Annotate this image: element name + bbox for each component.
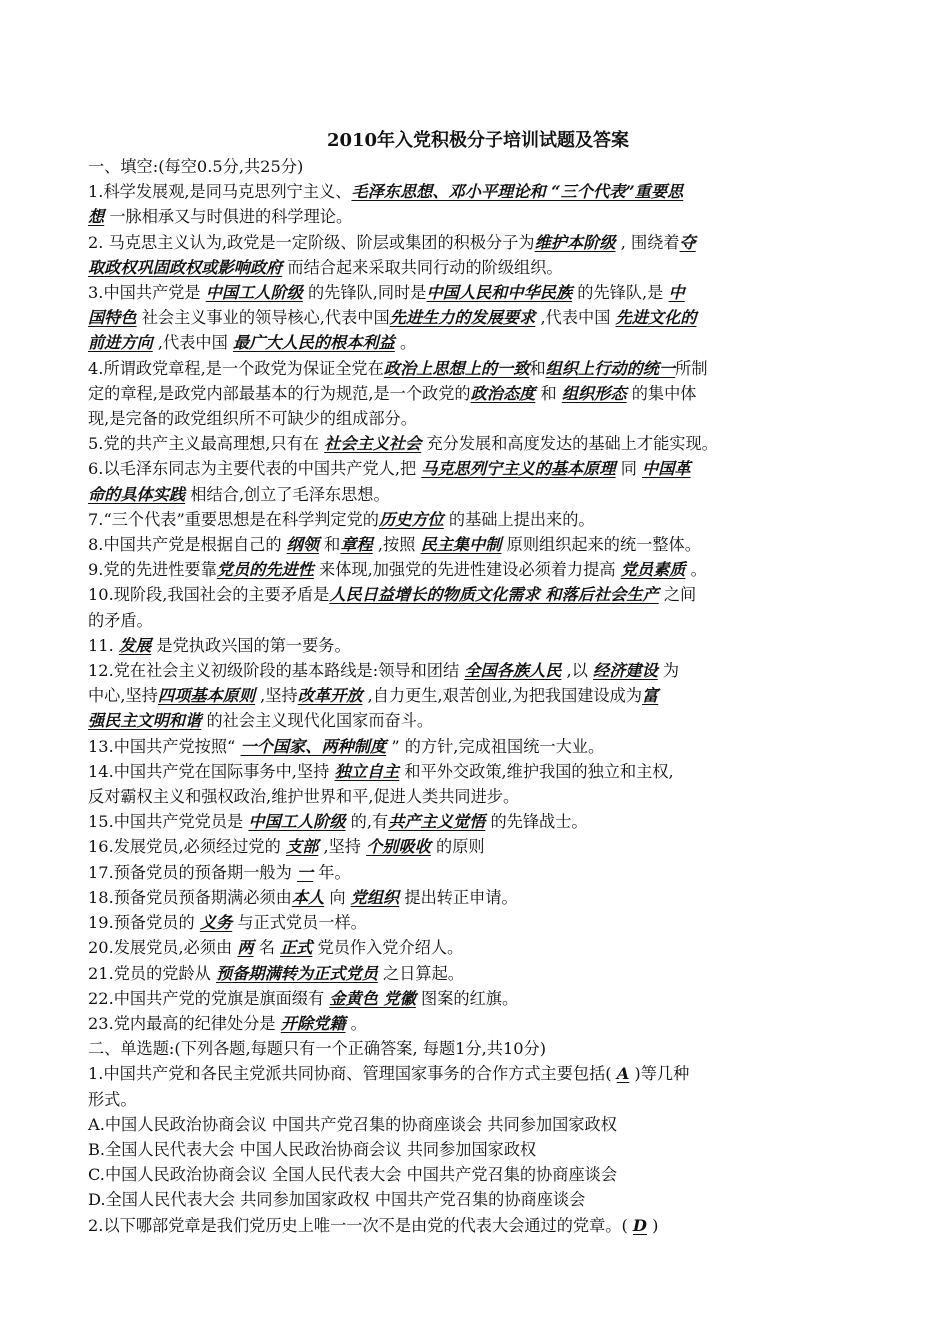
question-text: 提出转正申请。 [399, 887, 518, 907]
answer-text: 马克思列宁主义的基本原理 [421, 459, 616, 479]
answer-text: 夺 [679, 232, 696, 252]
text-line [88, 280, 868, 305]
question-text: 为 [657, 661, 680, 681]
answer-text: 中国人民和中华民族 [426, 283, 573, 303]
question-text: 党员作入党介绍人。 [312, 938, 464, 958]
text-line [88, 809, 868, 834]
question-text: , 围绕着 [615, 232, 680, 252]
question-text: 所制 [675, 358, 708, 378]
question-text: 和平外交政策,维护我国的独立和主权, [399, 761, 674, 781]
question-text: 图案的红旗。 [415, 988, 519, 1008]
question-text: 现,是完备的政党组织所不可缺少的组成部分。 [88, 409, 417, 429]
answer-text: 中国工人阶级 [205, 283, 303, 303]
question-text: 22.中国共产党的党旗是旗面缀有 [88, 988, 330, 1008]
text-line [88, 683, 868, 708]
question-text: 5.党的共产主义最高理想,只有在 [88, 434, 325, 454]
text-line [88, 1011, 868, 1036]
question-text: ,代表中国 [535, 308, 616, 328]
question-text: 的基础上提出来的。 [443, 509, 595, 529]
question-text: ) [646, 1215, 659, 1235]
text-line [88, 1087, 868, 1112]
question-text: 二、单选题:(下列各题,每题只有一个正确答案, 每题1分,共10分) [88, 1039, 547, 1059]
answer-text: 中国工人阶级 [248, 812, 346, 832]
question-text: 之日算起。 [377, 963, 464, 983]
text-line [88, 1137, 868, 1162]
text-line [88, 456, 868, 481]
text-line [88, 507, 868, 532]
answer-text: 经济建设 [593, 661, 658, 681]
answer-text: A [616, 1064, 630, 1084]
answer-text: 人民日益增长的物质文化需求 和落后社会生产 [329, 585, 659, 605]
text-line [88, 1112, 868, 1137]
text-line [88, 154, 868, 179]
answer-text: 强民主文明和谐 [88, 711, 202, 731]
text-line [88, 860, 868, 885]
question-text: ” 的方针,完成祖国统一大业。 [386, 736, 605, 756]
question-text: 年。 [313, 862, 351, 882]
text-line [88, 885, 868, 910]
question-text: 3.中国共产党是 [88, 283, 206, 303]
answer-text: 一个国家、两种制度 [240, 736, 387, 756]
text-line [88, 532, 868, 557]
answer-text: 历史方位 [379, 509, 444, 529]
text-line [88, 557, 868, 582]
answer-text: 民主集中制 [420, 535, 502, 555]
question-text: 10.现阶段,我国社会的主要矛盾是 [88, 585, 330, 605]
question-text: 之间 [658, 585, 697, 605]
answer-text: 党员的先进性 [216, 560, 314, 580]
question-text: ,坚持 [318, 837, 367, 857]
question-text: 的先锋战士。 [485, 812, 588, 832]
answer-text: 富 [642, 686, 659, 706]
answer-text: 义务 [199, 913, 233, 933]
text-line [88, 935, 868, 960]
text-line [88, 179, 868, 204]
answer-text: 两 [237, 938, 254, 958]
question-text: 21.党员的党龄从 [88, 963, 217, 983]
question-text: 一脉相承又与时俱进的科学理论。 [104, 207, 353, 227]
answer-text: 组织上行动的统一 [545, 358, 676, 378]
answer-text: 先进文化的 [615, 308, 697, 328]
answer-text: 改革开放 [297, 686, 363, 706]
question-text: B.全国人民代表大会 中国人民政治协商会议 共同参加国家政权 [88, 1139, 537, 1159]
question-text: 的社会主义现代化国家而奋斗。 [201, 711, 434, 731]
answer-text: 取政权巩固政权或影响政府 [88, 257, 283, 277]
text-line [88, 986, 868, 1011]
answer-text: 正式 [280, 938, 313, 958]
answer-text: D [632, 1215, 647, 1235]
question-text: 12.党在社会主义初级阶段的基本路线是:领导和团结 [88, 661, 465, 681]
question-text: 形式。 [88, 1089, 137, 1109]
question-text: 20.发展党员,必须由 [88, 938, 238, 958]
answer-text: 政治上思想上的一致 [383, 358, 530, 378]
answer-text: 独立自主 [334, 761, 400, 781]
text-line [88, 708, 868, 733]
question-text: 的先锋队,是 [572, 283, 669, 303]
question-text: 的,有 [345, 812, 389, 832]
question-text: 。 [345, 1013, 367, 1033]
text-line [88, 734, 868, 759]
answer-text: 毛泽东思想、邓小平理论和 “三个代表”重要思 [351, 182, 684, 202]
text-line [88, 759, 868, 784]
question-text: 。 [394, 333, 417, 353]
document-body [88, 154, 868, 1238]
text-line [88, 330, 868, 355]
answer-text: 党组织 [350, 887, 400, 907]
question-text: ,代表中国 [152, 333, 233, 353]
text-line [88, 784, 868, 809]
question-text: 而结合起来采取共同行动的阶级组织。 [282, 257, 563, 277]
question-text: 是党执政兴国的第一要务。 [151, 635, 351, 655]
question-text: 和 [319, 535, 341, 555]
question-text: 一、填空:(每空0.5分,共25分) [88, 157, 304, 176]
text-line [88, 305, 868, 330]
answer-text: 纲领 [286, 535, 320, 555]
question-text: 9.党的先进性要靠 [88, 560, 217, 580]
answer-text: 预备期满转为正式党员 [216, 963, 378, 983]
document-page [88, 128, 868, 1238]
question-text: 8.中国共产党是根据自己的 [88, 535, 287, 555]
document-title: 2010年入党积极分子培训试题及答案 [326, 130, 630, 151]
text-line [88, 1213, 868, 1238]
answer-text: 开除党籍 [280, 1013, 346, 1033]
answer-text: 党员素质 [620, 560, 686, 580]
question-text: 6.以毛泽东同志为主要代表的中国共产党人,把 [88, 459, 422, 479]
answer-text: 组织形态 [561, 383, 627, 403]
question-text: 2. 马克思主义认为,政党是一定阶级、阶层或集团的积极分子为 [88, 232, 535, 252]
text-line [88, 1162, 868, 1187]
question-text: 的集中体 [626, 383, 697, 403]
question-text: 名 [253, 938, 281, 958]
text-line [88, 381, 868, 406]
question-text: 19.预备党员的 [88, 913, 200, 933]
question-text: )等几种 [629, 1064, 690, 1084]
text-line [88, 633, 868, 658]
question-text: 11. [88, 635, 119, 655]
question-text: 17.预备党员的预备期一般为 [88, 862, 297, 882]
text-line [88, 1061, 868, 1086]
question-text: 1.科学发展观,是同马克思列宁主义、 [88, 182, 352, 202]
question-text: ,自力更生,艰苦创业,为把我国建设成为 [362, 686, 643, 706]
text-line [88, 230, 868, 255]
question-text: 原则组织起来的统一整体。 [501, 535, 701, 555]
answer-text: 维护本阶级 [534, 232, 616, 252]
text-line [88, 255, 868, 280]
question-text: 中心,坚持 [88, 686, 158, 706]
answer-text: 共产主义觉悟 [388, 812, 486, 832]
answer-text: 最广大人民的根本利益 [232, 333, 395, 353]
text-line [88, 608, 868, 633]
question-text: 23.党内最高的纪律处分是 [88, 1013, 281, 1033]
question-text: D.全国人民代表大会 共同参加国家政权 中国共产党召集的协商座谈会 [88, 1190, 586, 1210]
answer-text: 章程 [340, 535, 373, 555]
text-line [88, 910, 868, 935]
question-text: 的原则 [430, 837, 485, 857]
text-line [88, 582, 868, 607]
question-text: ,以 [561, 661, 594, 681]
answer-text: 先进生力的发展要求 [389, 308, 536, 328]
answer-text: 个别吸收 [366, 837, 431, 857]
question-text: 向 [324, 887, 351, 907]
question-text: ,按照 [372, 535, 421, 555]
answer-text: 一 [296, 862, 314, 882]
question-text: 的先锋队,同时是 [302, 283, 427, 303]
question-text: 。 [685, 560, 707, 580]
answer-text: 支部 [285, 837, 319, 857]
question-text: 4.所谓政党章程,是一个政党为保证全党在 [88, 358, 384, 378]
text-line [88, 356, 868, 381]
question-text: 与正式党员一样。 [232, 913, 367, 933]
answer-text: 命的具体实践 [88, 484, 186, 504]
answer-text: 想 [88, 207, 105, 227]
answer-text: 国特色 [88, 308, 137, 328]
question-text: 2.以下哪部党章是我们党历史上唯一一次不是由党的代表大会通过的党章。( [88, 1215, 633, 1235]
question-text: 16.发展党员,必须经过党的 [88, 837, 286, 857]
text-line [88, 658, 868, 683]
question-text: 反对霸权主义和强权政治,维护世界和平,促进人类共同进步。 [88, 787, 520, 807]
question-text: 13.中国共产党按照“ [88, 736, 241, 756]
text-line [88, 431, 868, 456]
question-text: C.中国人民政治协商会议 全国人民代表大会 中国共产党召集的协商座谈会 [88, 1165, 618, 1185]
question-text: 和 [529, 358, 546, 378]
answer-text: 本人 [291, 887, 325, 907]
question-text: 相结合,创立了毛泽东思想。 [185, 484, 390, 504]
question-text: 15.中国共产党党员是 [88, 812, 249, 832]
question-text: 18.预备党员预备期满必须由 [88, 887, 292, 907]
text-line [88, 204, 868, 229]
answer-text: 中国革 [642, 459, 691, 479]
question-text: 1.中国共产党和各民主党派共同协商、管理国家事务的合作方式主要包括( [88, 1064, 617, 1084]
question-text: 同 [615, 459, 643, 479]
text-line [88, 1187, 868, 1212]
answer-text: 四项基本原则 [157, 686, 256, 706]
question-text: 14.中国共产党在国际事务中,坚持 [88, 761, 335, 781]
question-text: 社会主义事业的领导核心,代表中国 [136, 308, 390, 328]
text-line [88, 834, 868, 859]
text-line [88, 482, 868, 507]
answer-text: 金黄色 党徽 [329, 988, 416, 1008]
text-line [88, 406, 868, 431]
answer-text: 全国各族人民 [464, 661, 562, 681]
answer-text: 前进方向 [88, 333, 153, 353]
answer-text: 中 [668, 283, 685, 303]
answer-text: 政治态度 [470, 383, 536, 403]
question-text: 充分发展和高度发达的基础上才能实现。 [421, 434, 718, 454]
question-text: 和 [535, 383, 562, 403]
question-text: 7.“三个代表”重要思想是在科学判定党的 [88, 509, 379, 529]
question-text: 定的章程,是政党内部最基本的行为规范,是一个政党的 [88, 383, 471, 403]
answer-text: 发展 [118, 635, 152, 655]
question-text: 的矛盾。 [88, 610, 153, 630]
text-line [88, 961, 868, 986]
question-text: 来体现,加强党的先进性建设必须着力提高 [313, 560, 621, 580]
answer-text: 社会主义社会 [324, 434, 422, 454]
question-text: ,坚持 [255, 686, 298, 706]
question-text: A.中国人民政治协商会议 中国共产党召集的协商座谈会 共同参加国家政权 [88, 1114, 617, 1134]
text-line [88, 1036, 868, 1061]
